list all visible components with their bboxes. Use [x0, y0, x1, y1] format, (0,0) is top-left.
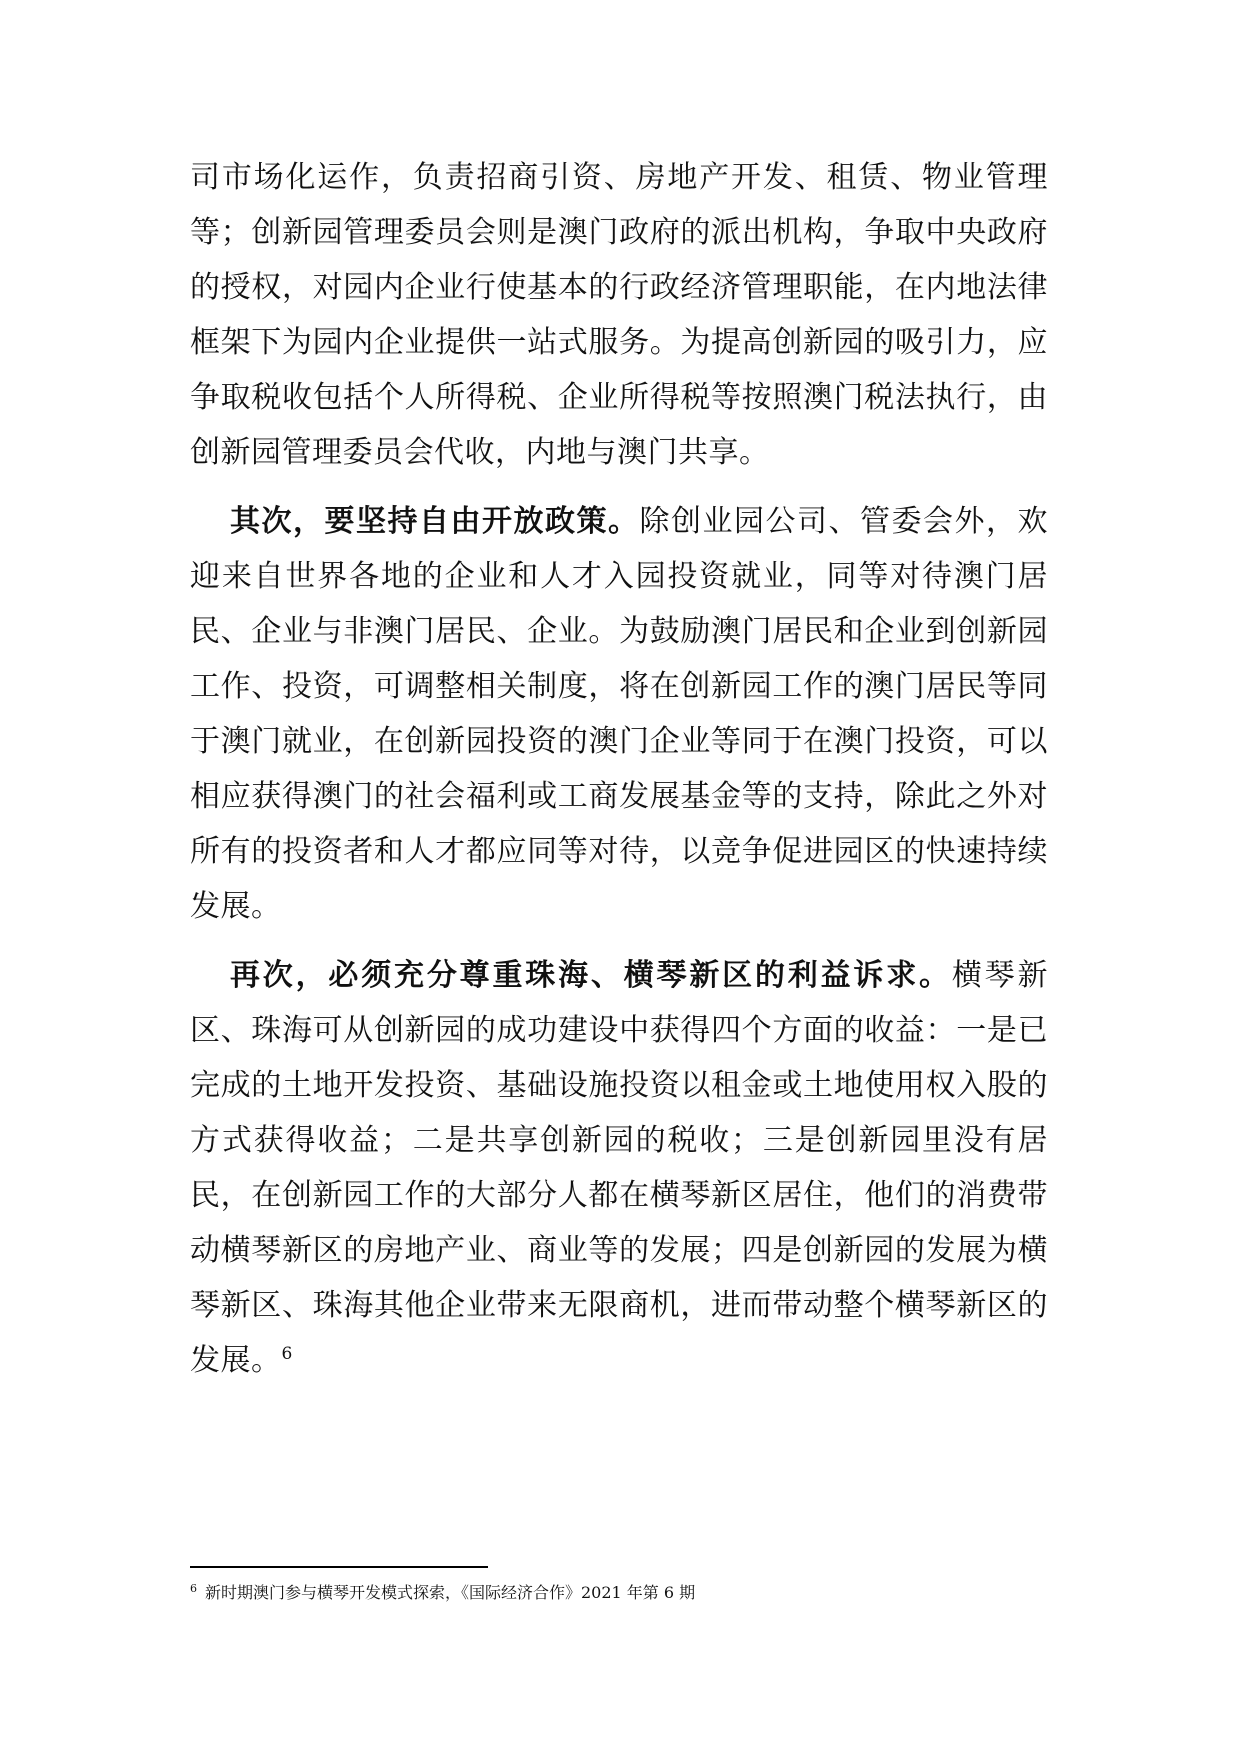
paragraph-heading: 再次，必须充分尊重珠海、横琴新区的利益诉求。 — [230, 958, 952, 993]
paragraph-zhuhai-interests — [190, 948, 1048, 1388]
footnote — [190, 1581, 1048, 1605]
paragraph-text: 除创业园公司、管委会外，欢迎来自世界各地的企业和人才入园投资就业，同等对待澳门居民、企业与非澳门居民、企业。为鼓励澳门居民和企业到创新园工作、投资，可调整相关制度，将在创新园工作的澳门居民等同于澳门就业，在创新园投资的澳门企业等同于在澳门投资，可以相应获得澳门的社会福利或工商发展基金等的支持，除此之外对所有的投资者和人才都应同等对待，以竞争促进园区的快速持续发展。 — [190, 504, 1048, 924]
paragraph-text: 司市场化运作，负责招商引资、房地产开发、租赁、物业管理等；创新园管理委员会则是澳门政府的派出机构，争取中央政府的授权，对园内企业行使基本的行政经济管理职能，在内地法律框架下为园内企业提供一站式服务。为提高创新园的吸引力，应争取税收包括个人所得税、企业所得税等按照澳门税法执行，由创新园管理委员会代收，内地与澳门共享。 — [190, 160, 1048, 470]
paragraph-text: 横琴新区、珠海可从创新园的成功建设中获得四个方面的收益：一是已完成的土地开发投资、基础设施投资以租金或土地使用权入股的方式获得收益；二是共享创新园的税收；三是创新园里没有居民，在创新园工作的大部分人都在横琴新区居住，他们的消费带动横琴新区的房地产业、商业等的发展；四是创新园的发展为横琴新区、珠海其他企业带来无限商机，进而带动整个横琴新区的发展。 — [190, 958, 1048, 1378]
footnote-reference[interactable]: 6 — [281, 1344, 293, 1364]
document-body — [190, 150, 1048, 1388]
paragraph-continuation — [190, 150, 1048, 480]
paragraph-heading: 其次，要坚持自由开放政策。 — [230, 504, 640, 539]
footnote-number: 6 — [190, 1581, 197, 1595]
paragraph-open-policy — [190, 494, 1048, 934]
footnote-divider — [190, 1566, 488, 1568]
footnote-text: 新时期澳门参与横琴开发模式探索，《国际经济合作》2021 年第 6 期 — [205, 1583, 696, 1602]
